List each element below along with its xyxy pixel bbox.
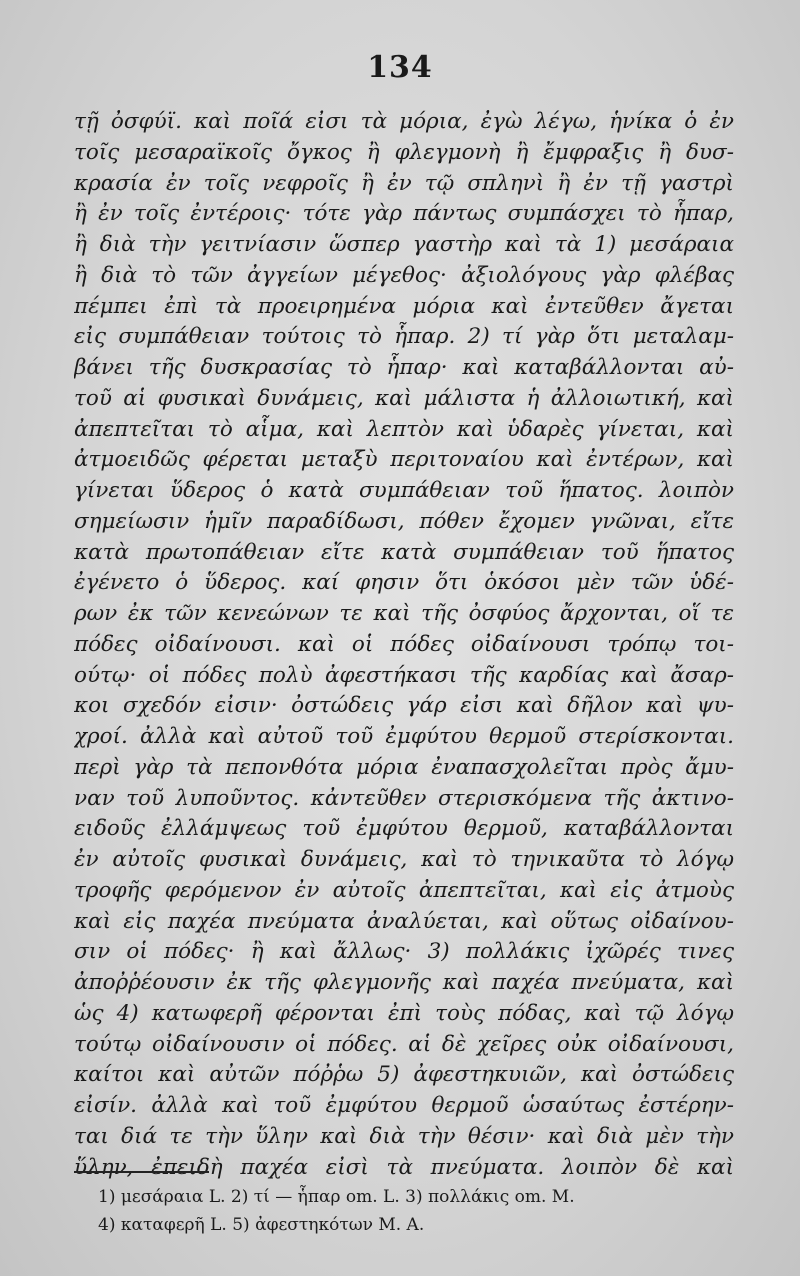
text-line: τοῦ αἱ φυσικαὶ δυνάμεις, καὶ μάλιστα ἡ ἀλλοιωτική, καὶ: [74, 385, 734, 411]
text-line: ἢ διὰ τὴν γειτνίασιν ὥσπερ γαστὴρ καὶ τὰ 1) μεσάραια: [74, 232, 734, 257]
text-line: καίτοι καὶ αὐτῶν πόῤῥω 5) ἀφεστηκυιῶν, καὶ ὀστώδεις: [74, 1062, 734, 1088]
text-line: βάνει τῆς δυσκρασίας τὸ ἧπαρ· καὶ καταβάλλονται αὐ-: [74, 355, 734, 380]
text-line: σιν οἱ πόδες· ἢ καὶ ἄλλως· 3) πολλάκις ἰχῶρές τινες: [74, 939, 734, 965]
text-line: τῇ ὀσφύϊ. καὶ ποῖά εἰσι τὰ μόρια, ἐγὼ λέγω, ἡνίκα ὁ ἐν: [74, 109, 734, 134]
text-line: καὶ εἰς παχέα πνεύματα ἀναλύεται, καὶ οὕτως οἰδαίνου-: [74, 908, 734, 934]
text-line: εἰς συμπάθειαν τούτοις τὸ ἧπαρ. 2) τί γὰρ ὅτι μεταλαμ-: [74, 324, 734, 350]
text-line: ἢ διὰ τὸ τῶν ἀγγείων μέγεθος· ἀξιολόγους γὰρ φλέβας: [74, 262, 734, 288]
text-line: τοῖς μεσαραϊκοῖς ὄγκος ἢ φλεγμονὴ ἢ ἔμφραξις ἢ δυσ-: [74, 139, 734, 165]
footnote-line: 1) μεσάραια L. 2) τί — ἧπαρ om. L. 3) πολλάκις om. M.: [98, 1187, 575, 1207]
text-line: ὡς 4) κατωφερῆ φέρονται ἐπὶ τοὺς πόδας, καὶ τῷ λόγῳ: [74, 1000, 734, 1026]
text-line: κοι σχεδόν εἰσιν· ὀστώδεις γάρ εἰσι καὶ δῆλον καὶ ψυ-: [74, 693, 734, 719]
text-line: γίνεται ὕδερος ὁ κατὰ συμπάθειαν τοῦ ἥπατος. λοιπὸν: [74, 478, 734, 503]
text-line: ἐγένετο ὁ ὕδερος. καί φησιν ὅτι ὁκόσοι μὲν τῶν ὑδέ-: [74, 570, 734, 596]
text-line: ειδοῦς ἐλλάμψεως τοῦ ἐμφύτου θερμοῦ, καταβάλλονται: [74, 816, 734, 842]
text-line: σημείωσιν ἡμῖν παραδίδωσι, πόθεν ἔχομεν γνῶναι, εἴτε: [74, 508, 734, 534]
footnote-line: 4) καταφερῆ L. 5) ἀφεστηκότων M. A.: [98, 1215, 425, 1235]
text-line: χροί. ἀλλὰ καὶ αὐτοῦ τοῦ ἐμφύτου θερμοῦ στερίσκονται.: [74, 724, 734, 749]
text-line: ἀποῤῥέουσιν ἐκ τῆς φλεγμονῆς καὶ παχέα πνεύματα, καὶ: [74, 970, 734, 995]
footnotes: [98, 1183, 734, 1239]
text-line: ἀπεπτεῖται τὸ αἷμα, καὶ λεπτὸν καὶ ὑδαρὲς γίνεται, καὶ: [74, 416, 734, 442]
text-line: τροφῆς φερόμενον ἐν αὐτοῖς ἀπεπτεῖται, καὶ εἰς ἀτμοὺς: [74, 877, 734, 903]
text-line: ὕλην, ἐπειδὴ παχέα εἰσὶ τὰ πνεύματα. λοιπὸν δὲ καὶ: [74, 1154, 734, 1180]
text-line: ούτῳ· οἱ πόδες πολὺ ἀφεστήκασι τῆς καρδίας καὶ ἄσαρ-: [74, 662, 734, 688]
text-line: ἀτμοειδῶς φέρεται μεταξὺ περιτοναίου καὶ ἐντέρων, καὶ: [74, 447, 734, 473]
footnote-separator: [74, 1171, 209, 1173]
text-line: πέμπει ἐπὶ τὰ προειρημένα μόρια καὶ ἐντεῦθεν ἄγεται: [74, 293, 734, 319]
text-line: ρων ἐκ τῶν κενεώνων τε καὶ τῆς ὀσφύος ἄρχονται, οἵ τε: [74, 601, 734, 626]
page-number: 134: [367, 50, 433, 85]
text-line: ται διά τε τὴν ὕλην καὶ διὰ τὴν θέσιν· καὶ διὰ μὲν τὴν: [74, 1123, 734, 1149]
text-line: κρασία ἐν τοῖς νεφροῖς ἢ ἐν τῷ σπληνὶ ἢ ἐν τῇ γαστρὶ: [74, 170, 734, 196]
text-line: κατὰ πρωτοπάθειαν εἴτε κατὰ συμπάθειαν τοῦ ἥπατος: [74, 539, 734, 565]
text-line: ναν τοῦ λυποῦντος. κἀντεῦθεν στερισκόμενα τῆς ἀκτινο-: [74, 785, 734, 811]
text-line: πόδες οἰδαίνουσι. καὶ οἱ πόδες οἰδαίνουσι τρόπῳ τοι-: [74, 631, 734, 657]
text-line: ἢ ἐν τοῖς ἐντέροις· τότε γὰρ πάντως συμπάσχει τὸ ἧπαρ,: [74, 201, 734, 227]
text-line: τούτῳ οἰδαίνουσιν οἱ πόδες. αἱ δὲ χεῖρες οὐκ οἰδαίνουσι,: [74, 1031, 734, 1057]
text-line: εἰσίν. ἀλλὰ καὶ τοῦ ἐμφύτου θερμοῦ ὡσαύτως ἐστέρην-: [74, 1093, 734, 1118]
text-line: περὶ γὰρ τὰ πεπονθότα μόρια ἐναπασχολεῖται πρὸς ἄμυ-: [74, 754, 734, 780]
body-text: [74, 107, 734, 1183]
text-line: ἐν αὐτοῖς φυσικαὶ δυνάμεις, καὶ τὸ τηνικαῦτα τὸ λόγῳ: [74, 847, 734, 872]
